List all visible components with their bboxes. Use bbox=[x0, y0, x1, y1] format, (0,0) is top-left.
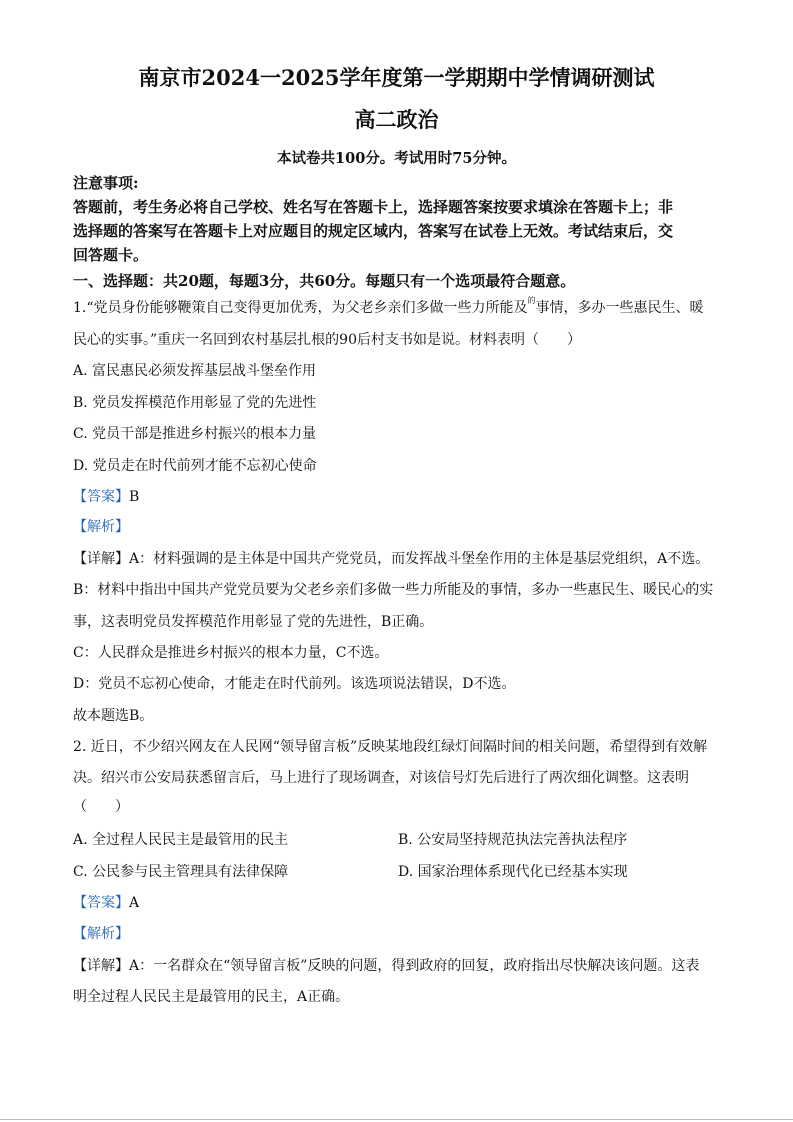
q2-option-a: A. 全过程人民民主是最管用的民主 bbox=[73, 832, 289, 848]
q1-analysis bbox=[73, 516, 129, 536]
answer-label: 【答案】 bbox=[73, 895, 129, 911]
q1-option-a: A. 富民惠民必须发挥基层战斗堡垒作用 bbox=[73, 363, 317, 379]
analysis-label: 【解析】 bbox=[73, 519, 129, 535]
q2-option-d: D. 国家治理体系现代化已经基本实现 bbox=[398, 864, 628, 880]
q1-stem-sup: 的 bbox=[527, 296, 536, 305]
q2-stem-line: 决。绍兴市公安局获悉留言后，马上进行了现场调查，对该信号灯先后进行了两次细化调整。这表明 bbox=[73, 770, 689, 786]
answer-value: B bbox=[129, 489, 140, 505]
q2-option-b: B. 公安局坚持规范执法完善执法程序 bbox=[398, 832, 628, 848]
analysis-label: 【解析】 bbox=[73, 926, 129, 942]
q1-stem-part: 1.“党员身份能够鞭策自己变得更加优秀，为父老乡亲们多做一些力所能及 bbox=[73, 300, 528, 316]
q1-option-c: C. 党员干部是推进乡村振兴的根本力量 bbox=[73, 426, 317, 442]
q2-stem-line: （ ） bbox=[73, 799, 129, 815]
q1-detail-line: C：人民群众是推进乡村振兴的根本力量，C不选。 bbox=[73, 645, 389, 661]
page-divider bbox=[0, 1119, 793, 1120]
q1-option-b: B. 党员发挥模范作用彰显了党的先进性 bbox=[73, 395, 317, 411]
subject-title: 高二政治 bbox=[354, 107, 439, 132]
q1-stem-line bbox=[73, 297, 704, 317]
q1-answer bbox=[73, 486, 139, 506]
exam-title: 南京市2024一2025学年度第一学期期中学情调研测试 bbox=[138, 65, 655, 90]
q1-detail-line: 事，这表明党员发挥模范作用彰显了党的先进性，B正确。 bbox=[73, 614, 434, 630]
q1-detail-line: B：材料中指出中国共产党党员要为父老乡亲们多做一些力所能及的事情，多办一些惠民生、暖民心的实 bbox=[73, 582, 714, 598]
notice-line: 选择题的答案写在答题卡上对应题目的规定区域内，答案写在试卷上无效。考试结束后，交 bbox=[73, 222, 674, 240]
section-heading: 一、选择题：共20题，每题3分，共60分。每题只有一个选项最符合题意。 bbox=[73, 272, 576, 290]
detail-label: 【详解】 bbox=[73, 551, 129, 567]
q2-answer bbox=[73, 892, 139, 912]
q1-option-d: D. 党员走在时代前列才能不忘初心使命 bbox=[73, 458, 317, 474]
q1-detail-line bbox=[73, 548, 709, 568]
q1-detail-line: D：党员不忘初心使命，才能走在时代前列。该选项说法错误，D不选。 bbox=[73, 676, 516, 692]
q2-analysis bbox=[73, 923, 129, 943]
answer-value: A bbox=[129, 895, 140, 911]
q2-option-c: C. 公民参与民主管理具有法律保障 bbox=[73, 864, 289, 880]
notice-heading: 注意事项: bbox=[73, 174, 139, 192]
notice-line: 回答题卡。 bbox=[73, 246, 149, 264]
q2-detail-line: 明全过程人民民主是最管用的民主，A正确。 bbox=[73, 989, 350, 1005]
detail-text: A：一名群众在“领导留言板”反映的问题，得到政府的回复，政府指出尽快解决该问题。这表 bbox=[129, 958, 700, 974]
detail-text: A：材料强调的是主体是中国共产党党员，而发挥战斗堡垒作用的主体是基层党组织，A不选。 bbox=[129, 551, 710, 567]
answer-label: 【答案】 bbox=[73, 489, 129, 505]
q2-detail-line bbox=[73, 955, 699, 975]
exam-info: 本试卷共100分。考试用时75分钟。 bbox=[277, 150, 516, 167]
notice-line: 答题前，考生务必将自己学校、姓名写在答题卡上，选择题答案按要求填涂在答题卡上；非 bbox=[73, 198, 674, 216]
q1-conclusion: 故本题选B。 bbox=[73, 708, 154, 724]
q1-stem-part: 事情，多办一些惠民生、暖 bbox=[535, 300, 704, 316]
q1-stem-line: 民心的实事。”重庆一名回到农村基层扎根的90后村支书如是说。材料表明（ ） bbox=[73, 332, 581, 348]
detail-label: 【详解】 bbox=[73, 958, 129, 974]
q2-stem-line: 2. 近日，不少绍兴网友在人民网“领导留言板”反映某地段红绿灯间隔时间的相关问题，希望得到有效解 bbox=[73, 739, 708, 755]
